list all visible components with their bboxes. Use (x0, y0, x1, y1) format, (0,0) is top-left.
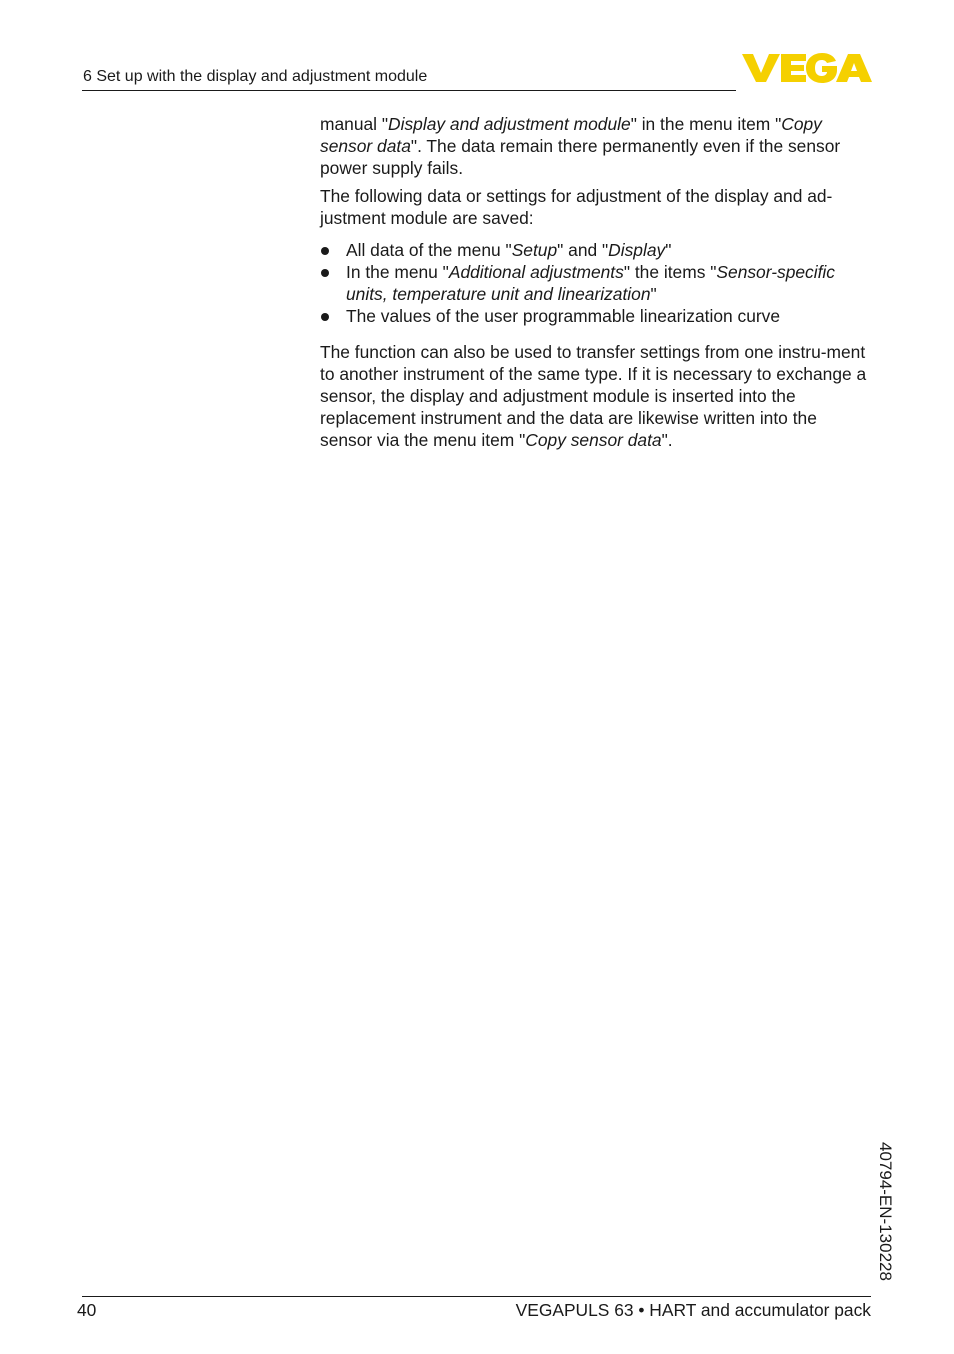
vega-logo (742, 52, 872, 83)
main-content (320, 113, 872, 457)
document-code: 40794-EN-130228 (876, 1142, 895, 1281)
bullet-icon (321, 247, 329, 255)
section-title: 6 Set up with the display and adjustment module (83, 68, 428, 85)
bullet-icon (321, 313, 329, 321)
vega-logo-icon (742, 52, 872, 83)
footer-divider (82, 1296, 871, 1297)
page-number: 40 (77, 1300, 97, 1320)
document-title: VEGAPULS 63 • HART and accumulator pack (515, 1300, 871, 1320)
list-item: All data of the menu "Setup" and "Display" (320, 239, 872, 261)
paragraph: The following data or settings for adjustment of the display and ad-justment module are saved: (320, 186, 833, 228)
paragraph: manual "Display and adjustment module" in the menu item "Copy sensor data". The data remain there permanently even if the sensor power supply fails. (320, 114, 841, 178)
bullet-icon (321, 269, 329, 277)
list-item: The values of the user programmable linearization curve (320, 305, 872, 327)
header-divider (82, 90, 736, 91)
list-item: In the menu "Additional adjustments" the items "Sensor-specific units, temperature unit and linearization" (320, 261, 872, 305)
bullet-list (320, 239, 872, 327)
paragraph: The function can also be used to transfer settings from one instru-ment to another instrument of the same type. If it is necessary to exchange a sensor, the display and adjustment module is inserted into the replacement instrument and the data are likewise written into the sensor via the menu item "Copy sensor data". (320, 342, 867, 450)
